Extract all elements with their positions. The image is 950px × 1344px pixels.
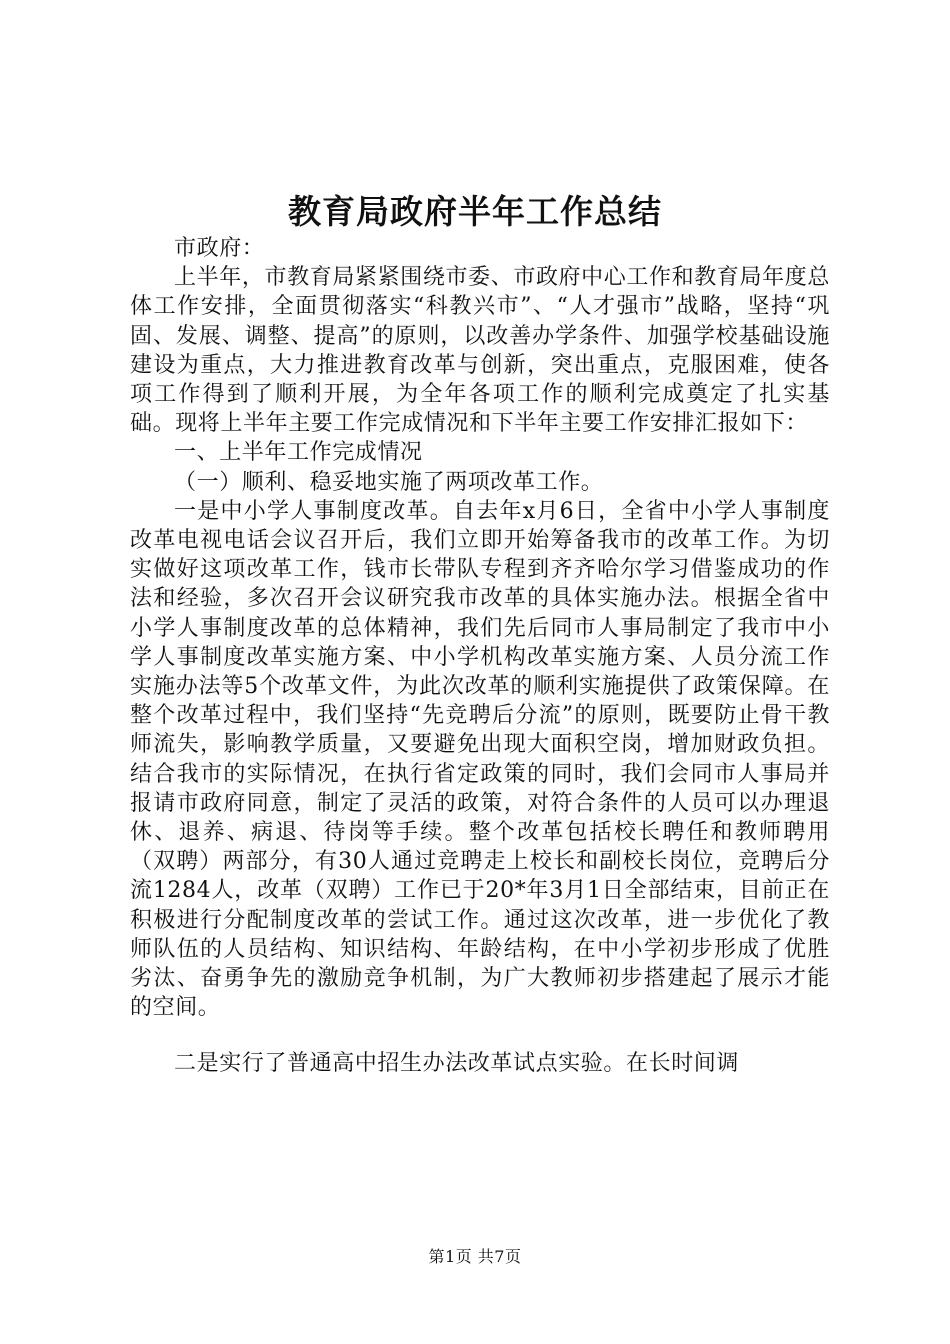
intro-paragraph: 上半年，市教育局紧紧围绕市委、市政府中心工作和教育局年度总体工作安排，全面贯彻落实“科教兴市”、“人才强市”战略，坚持“巩固、发展、调整、提高”的原则，以改善办学条件、加强学校基础设施建设为重点，大力推进教育改革与创新，突出重点，克服困难，使各项工作得到了顺利开展，为全年各项工作的顺利完成奠定了扎实基础。现将上半年主要工作完成情况和下半年主要工作安排汇报如下：: [130, 265, 830, 437]
document-body: [130, 234, 830, 1079]
body-paragraph: 二是实行了普通高中招生办法改革试点实验。在长时间调: [174, 1051, 740, 1077]
page-footer: 第1页 共7页: [428, 1247, 522, 1266]
subsection-heading: （一）顺利、稳妥地实施了两项改革工作。: [174, 469, 604, 495]
section-heading: 一、上半年工作完成情况: [174, 440, 423, 466]
salutation: 市政府：: [174, 236, 265, 261]
body-paragraph: 一是中小学人事制度改革。自去年x月6日，全省中小学人事制度改革电视电话会议召开后，我们立即开始筹备我市的改革工作。为切实做好这项改革工作，钱市长带队专程到齐齐哈尔学习借鉴成功的作法和经验，多次召开会议研究我市改革的具体实施办法。根据全省中小学人事制度改革的总体精神，我们先后同市人事局制定了我市中小学人事制度改革实施方案、中小学机构改革实施方案、人员分流工作实施办法等5个改革文件，为此次改革的顺利实施提供了政策保障。在整个改革过程中，我们坚持“先竞聘后分流”的原则，既要防止骨干教师流失，影响教学质量，又要避免出现大面积空岗，增加财政负担。结合我市的实际情况，在执行省定政策的同时，我们会同市人事局并报请市政府同意，制定了灵活的政策，对符合条件的人员可以办理退休、退养、病退、待岗等手续。整个改革包括校长聘任和教师聘用（双聘）两部分，有30人通过竞聘走上校长和副校长岗位，竞聘后分流1284人，改革（双聘）工作已于20*年3月1日全部结束，目前正在积极进行分配制度改革的尝试工作。通过这次改革，进一步优化了教师队伍的人员结构、知识结构、年龄结构，在中小学初步形成了优胜劣汰、奋勇争先的激励竞争机制，为广大教师初步搭建起了展示才能的空间。: [130, 498, 830, 1021]
document-title: 教育局政府半年工作总结: [288, 192, 662, 231]
